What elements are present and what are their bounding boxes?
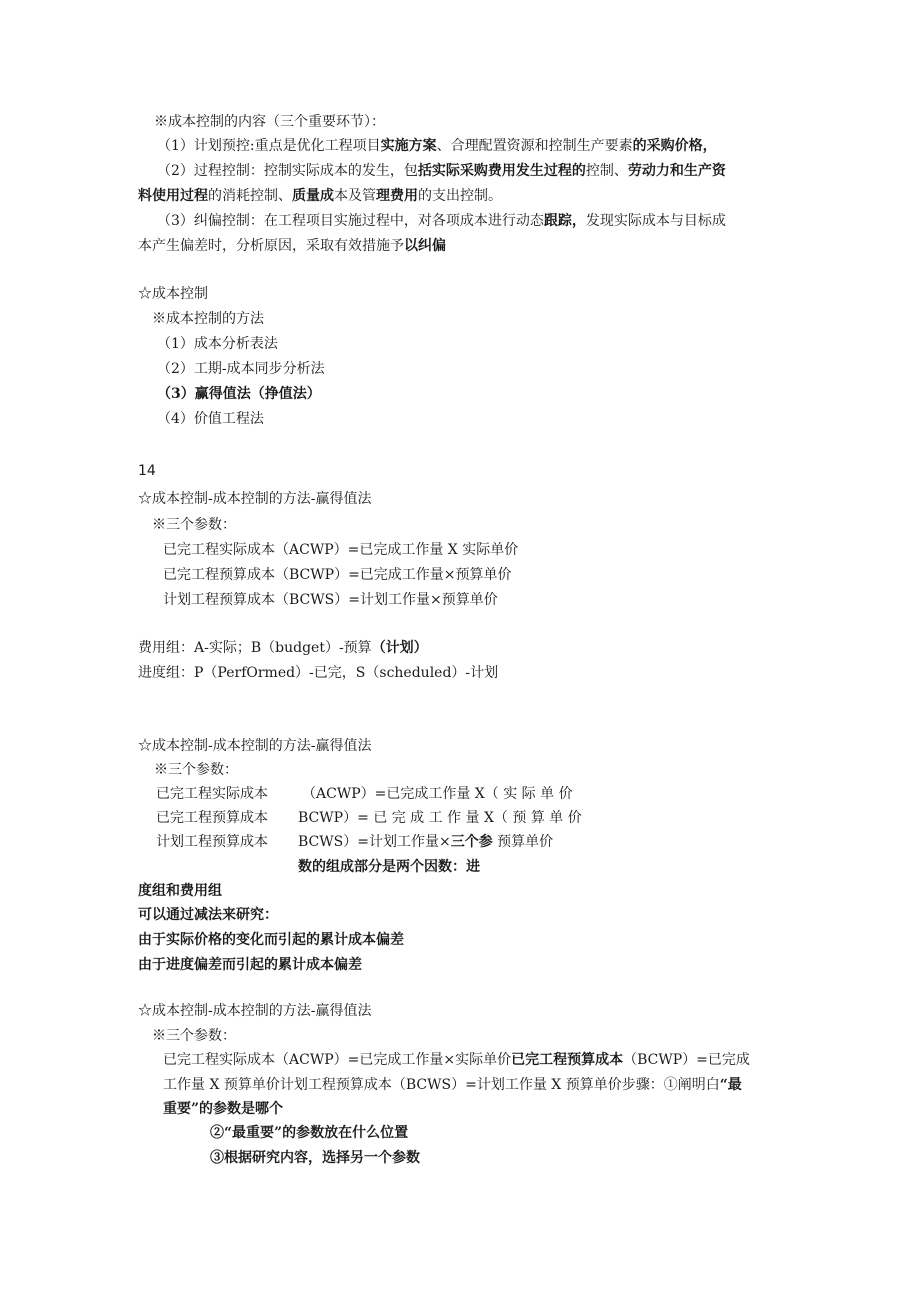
- s4-row2-label: 已完工程预算成本: [156, 810, 268, 826]
- s1-item3-cont: 本产生偏差时，分析原因，采取有效措施予以纠偏: [138, 238, 446, 254]
- s3-param-bcwp: 已完工程预算成本（BCWP）=已完成工作量×预算单价: [163, 567, 512, 583]
- s3-param-bcws: 计划工程预算成本（BCWS）=计划工作量×预算单价: [163, 592, 498, 608]
- s1-item1: （1）计划预控:重点是优化工程项目实施方案、合理配置资源和控制生产要素的采购价格，: [157, 138, 717, 154]
- page-number: 14: [138, 463, 156, 479]
- s4-row1-formula: （ACWP）=已完成工作量 X（ 实 际 单 价: [302, 786, 573, 802]
- s2-item-2: （2）工期-成本同步分析法: [157, 361, 325, 377]
- s4-row3-formula: BCWS）=计划工作量×三个参 预算单价: [298, 834, 554, 850]
- s2-item-3: （3）赢得值法（挣值法）: [157, 386, 321, 402]
- s4-row2-formula: BCWP）= 已 完 成 工 作 量 X（ 预 算 单 价: [298, 810, 582, 826]
- s3-subtitle: ※三个参数：: [152, 517, 236, 533]
- s5-line-1: 已完工程实际成本（ACWP）=已完成工作量×实际单价已完工程预算成本（BCWP）=已完成: [163, 1052, 750, 1068]
- s5-line-3: 重要”的参数是哪个: [163, 1101, 284, 1117]
- s3-title: ☆成本控制-成本控制的方法-赢得值法: [138, 491, 372, 507]
- s1-item3: （3）纠偏控制：在工程项目实施过程中，对各项成本进行动态跟踪，发现实际成本与目标成: [157, 213, 726, 229]
- s4-bold-line-1: 度组和费用组: [138, 883, 222, 899]
- s4-row4: 数的组成部分是两个因数：进: [298, 859, 480, 875]
- s5-line-2: 工作量 X 预算单价计划工程预算成本（BCWS）=计划工作量 X 预算单价步骤：①阐明白“最: [163, 1077, 742, 1093]
- s5-step-2: ②“最重要”的参数放在什么位置: [210, 1125, 409, 1141]
- s4-bold-line-4: 由于进度偏差而引起的累计成本偏差: [138, 957, 362, 973]
- s2-title: ☆成本控制: [138, 286, 208, 302]
- s3-progress-group: 进度组：P（PerfOrmed）-已完，S（scheduled）-计划: [138, 665, 499, 681]
- s5-title: ☆成本控制-成本控制的方法-赢得值法: [138, 1003, 372, 1019]
- s2-item-1: （1）成本分析表法: [157, 336, 278, 352]
- section1-header: ※成本控制的内容（三个重要环节）：: [154, 114, 385, 130]
- s4-bold-line-3: 由于实际价格的变化而引起的累计成本偏差: [138, 932, 404, 948]
- s1-item2-cont: 料使用过程的消耗控制、质量成本及管理费用的支出控制。: [138, 188, 502, 204]
- s2-subtitle: ※成本控制的方法: [152, 311, 264, 327]
- s4-subtitle: ※三个参数：: [154, 762, 238, 778]
- s3-fee-group: 费用组：A-实际；B（budget）-预算（计划）: [138, 640, 428, 656]
- s4-row1-label: 已完工程实际成本: [156, 786, 268, 802]
- s5-step-3: ③根据研究内容，选择另一个参数: [210, 1150, 420, 1166]
- s2-item-4: （4）价值工程法: [157, 411, 264, 427]
- s3-param-acwp: 已完工程实际成本（ACWP）=已完成工作量 X 实际单价: [163, 542, 519, 558]
- s4-bold-line-2: 可以通过减法来研究：: [138, 907, 278, 923]
- s5-subtitle: ※三个参数：: [152, 1028, 236, 1044]
- s4-title: ☆成本控制-成本控制的方法-赢得值法: [138, 738, 372, 754]
- s1-item2: （2）过程控制：控制实际成本的发生，包括实际采购费用发生过程的控制、劳动力和生产资: [157, 163, 726, 179]
- s4-row3-label: 计划工程预算成本: [156, 834, 268, 850]
